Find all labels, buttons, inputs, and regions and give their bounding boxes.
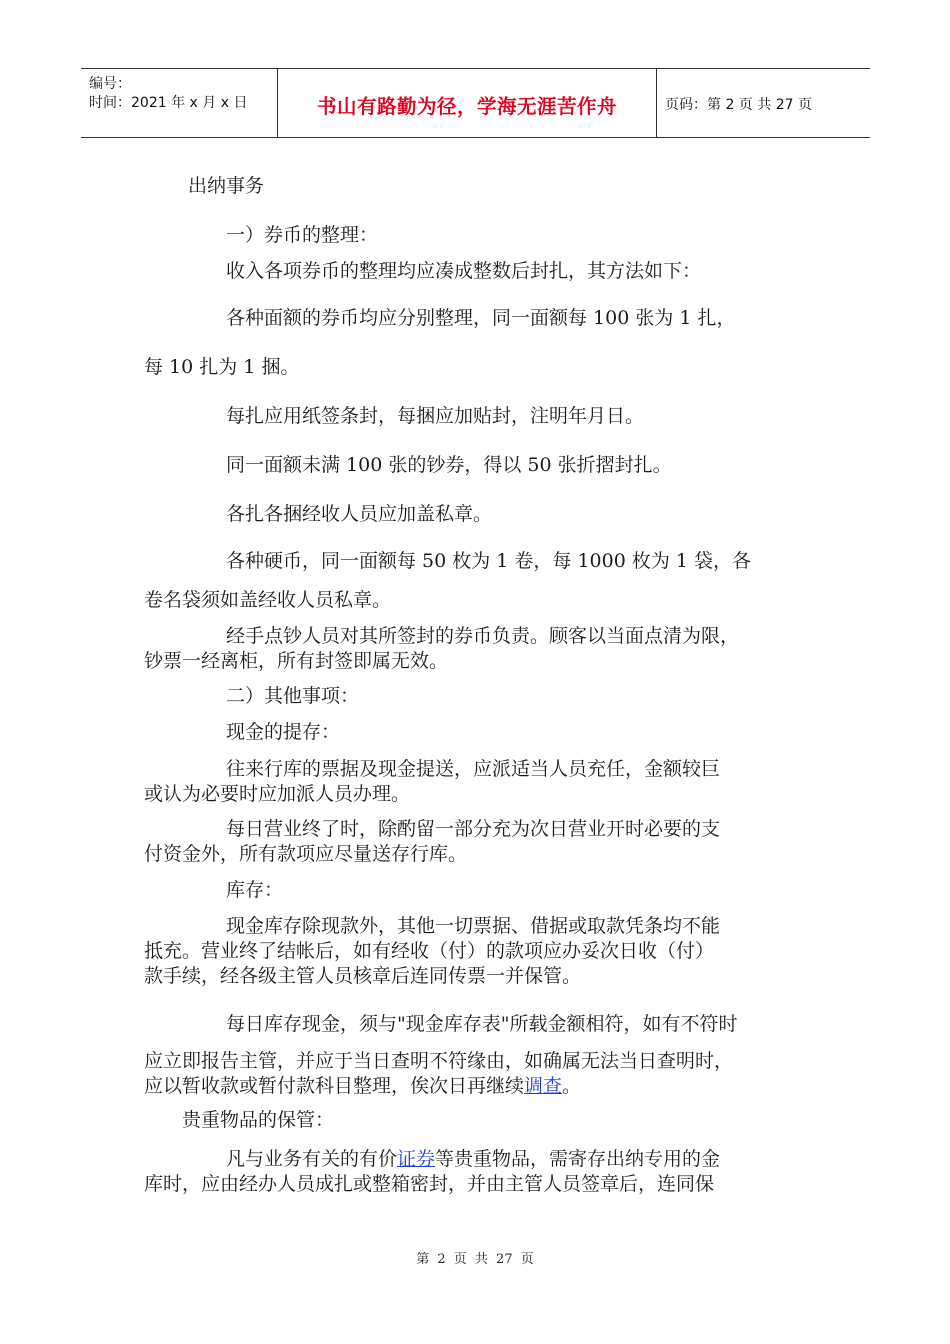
link-securities[interactable]: 证券 [397, 1148, 436, 1170]
link-investigation[interactable]: 调查 [524, 1075, 563, 1097]
paragraph-line: 卷名袋须如盖经收人员私章。 [144, 589, 392, 611]
paragraph-line: 各种硬币，同一面额每 50 枚为 1 卷，每 1000 枚为 1 袋，各 [226, 550, 752, 572]
document-number-label: 编号： [89, 76, 131, 92]
paragraph-line: 抵充。营业终了结帐后，如有经收（付）的款项应办妥次日收（付） [144, 940, 715, 962]
subsection-heading: 库存： [226, 879, 284, 901]
paragraph-text: 。 [562, 1075, 582, 1097]
paragraph-line: 经手点钞人员对其所签封的券币负责。顾客以当面点清为限， [226, 625, 740, 647]
header-page-label: 页码：第 2 页 共 27 页 [665, 97, 812, 113]
paragraph-text: 应以暂收款或暂付款科目整理，俟次日再继续 [144, 1075, 525, 1097]
document-time-label: 时间：2021 年 x 月 x 日 [89, 95, 248, 111]
paragraph-line: 往来行库的票据及现金提送，应派适当人员充任，金额较巨 [226, 758, 721, 780]
paragraph-line: 各种面额的券币均应分别整理，同一面额每 100 张为 1 扎， [226, 307, 736, 329]
paragraph-text: 等贵重物品，需寄存出纳专用的金 [435, 1148, 721, 1170]
paragraph-line: 每日营业终了时，除酌留一部分充为次日营业开时必要的支 [226, 818, 721, 840]
page-footer: 第 2 页 共 27 页 [416, 1252, 534, 1267]
header-left-cell [81, 69, 278, 137]
subsection-heading: 一）券币的整理： [226, 224, 379, 246]
header-right-cell [657, 69, 870, 137]
subsection-heading: 现金的提存： [226, 721, 341, 743]
header-center-cell [278, 69, 657, 137]
section-title: 出纳事务 [188, 175, 265, 197]
paragraph-line: 现金库存除现款外，其他一切票据、借据或取款凭条均不能 [226, 915, 721, 937]
paragraph-line: 各扎各捆经收人员应加盖私章。 [226, 503, 493, 525]
paragraph-line [144, 1074, 581, 1098]
subsection-heading: 贵重物品的保管： [182, 1109, 335, 1131]
paragraph-line: 库时，应由经办人员成扎或整箱密封，并由主管人员签章后，连同保 [144, 1173, 715, 1195]
header-motto: 书山有路勤为径，学海无涯苦作舟 [316, 95, 617, 118]
paragraph-line: 每日库存现金，须与"现金库存表"所载金额相符，如有不符时 [226, 1013, 738, 1035]
subsection-heading: 二）其他事项： [226, 685, 360, 707]
paragraph-line [226, 1147, 720, 1171]
paragraph-line: 款手续，经各级主管人员核章后连同传票一并保管。 [144, 965, 582, 987]
paragraph-line: 每扎应用纸签条封，每捆应加贴封，注明年月日。 [226, 405, 645, 427]
paragraph-line: 应立即报告主管，并应于当日查明不符缘由，如确属无法当日查明时， [144, 1050, 734, 1072]
paragraph-line: 同一面额未满 100 张的钞券，得以 50 张折摺封扎。 [226, 454, 672, 476]
paragraph-text: 凡与业务有关的有价 [226, 1148, 398, 1170]
paragraph-line: 钞票一经离柜，所有封签即属无效。 [144, 650, 449, 672]
paragraph-line: 收入各项券币的整理均应凑成整数后封扎，其方法如下： [226, 260, 702, 282]
document-header [81, 68, 870, 138]
paragraph-line: 付资金外，所有款项应尽量送存行库。 [144, 843, 468, 865]
paragraph-line: 或认为必要时应加派人员办理。 [144, 783, 411, 805]
paragraph-line: 每 10 扎为 1 捆。 [144, 356, 300, 378]
